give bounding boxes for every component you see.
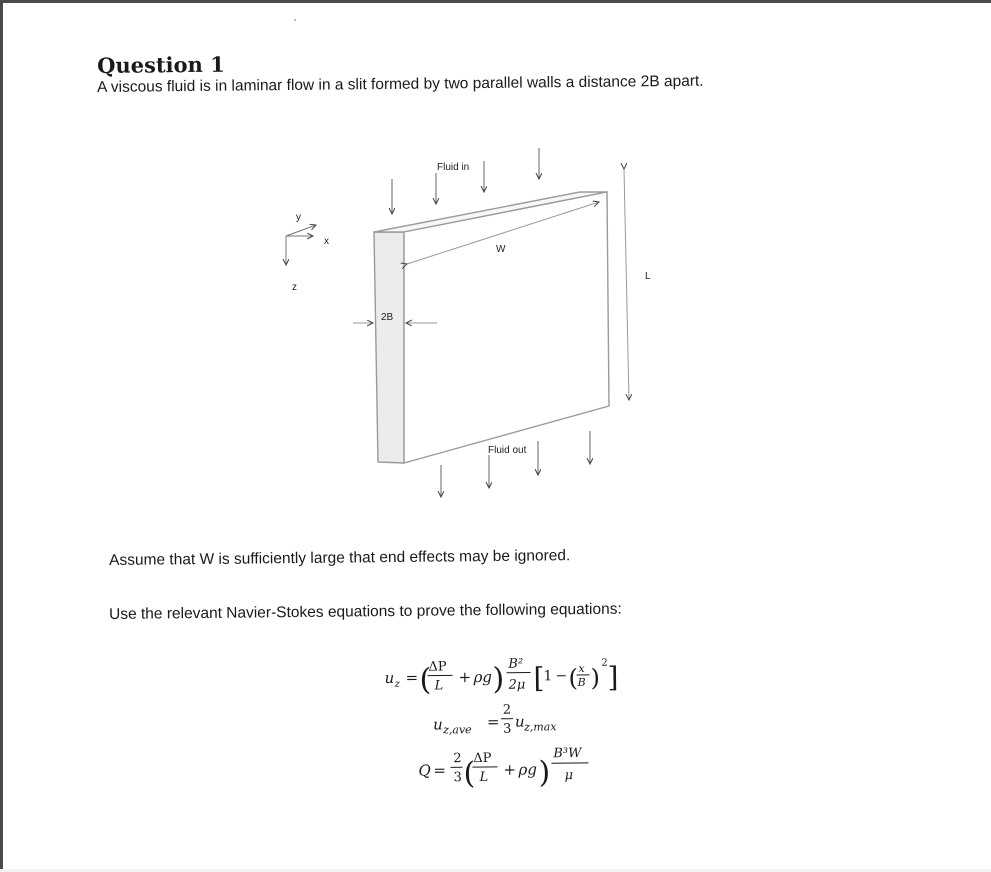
equations (384, 656, 619, 792)
eq3-l: L (478, 770, 488, 785)
eq2-den: 3 (503, 722, 511, 737)
eq1-close-paren: ) (492, 662, 504, 697)
assumption-text: Assume that W is sufficiently large that end effects may be ignored. (109, 547, 570, 570)
eq2-rhs-sub: z,max (523, 720, 557, 733)
eq2-num: 2 (503, 703, 511, 718)
eq1-lhs: u (384, 669, 394, 687)
eq1-two-mu: 2μ (508, 678, 526, 693)
gap-label: 2B (381, 312, 394, 323)
slab-front-face (404, 192, 609, 463)
eq3-dp: ΔP (473, 751, 492, 766)
eq3-b3w: B³W (552, 746, 583, 761)
slab-side-face (374, 232, 404, 463)
eq1-plus: + (458, 668, 471, 686)
eq1-dp: ΔP (428, 659, 447, 674)
eq1-inner-open: ( (568, 664, 578, 692)
eq3-lhs: Q (418, 762, 431, 780)
instruction-text: Use the relevant Navier-Stokes equations to prove the following equations: (109, 601, 622, 624)
eq1-close-bracket: ] (607, 661, 618, 694)
eq3-mu: μ (564, 768, 573, 783)
eq1-lhs-sub: z (394, 679, 401, 690)
slit-flow-figure (3, 3, 991, 872)
eq1-minus: − (555, 668, 567, 684)
eq3-den: 3 (453, 770, 461, 785)
length-label: L (645, 271, 651, 282)
eq1-open-bracket: [ (533, 661, 544, 694)
question-intro: A viscous fluid is in laminar flow in a slit formed by two parallel walls a distance 2B apart. (97, 73, 704, 97)
eq1-l: L (434, 678, 444, 693)
eq1-open-paren: ( (419, 663, 431, 698)
eq1-rho-g: ρg (472, 668, 492, 686)
eq1-one: 1 (543, 668, 552, 684)
eq3-plus: + (503, 761, 516, 779)
eq3-num: 2 (453, 751, 461, 766)
eq1-b: B (577, 676, 586, 689)
eq1-x: x (578, 662, 585, 675)
fluid-in-label: Fluid in (437, 162, 469, 173)
average-velocity-equation (433, 702, 558, 737)
width-label: W (496, 244, 506, 255)
axis-z-label: z (292, 282, 297, 293)
eq3-rho-g: ρg (517, 760, 537, 778)
length-dimension-line (624, 169, 629, 400)
eq2-lhs: u (433, 715, 443, 733)
eq3-equals: = (433, 761, 446, 779)
velocity-equation (384, 656, 618, 698)
eq1-b2: B² (507, 657, 523, 672)
eq1-power: 2 (601, 658, 607, 669)
question-title: Question 1 (97, 52, 225, 78)
eq1-inner-close: ) (590, 664, 600, 692)
axis-y-label: y (296, 212, 301, 223)
eq3-close-paren: ) (538, 755, 550, 790)
fluid-out-label: Fluid out (488, 445, 527, 456)
slit-slab (374, 192, 609, 463)
eq2-lhs-sub: z,ave (442, 723, 472, 736)
eq3-open-paren: ( (463, 756, 475, 791)
eq1-equals: = (405, 669, 418, 687)
axis-x-label: x (324, 236, 329, 247)
coordinate-axes (286, 225, 316, 265)
eq2-equals: = (487, 713, 500, 731)
eq2-rhs: u (515, 713, 525, 731)
flow-rate-equation (418, 746, 588, 792)
